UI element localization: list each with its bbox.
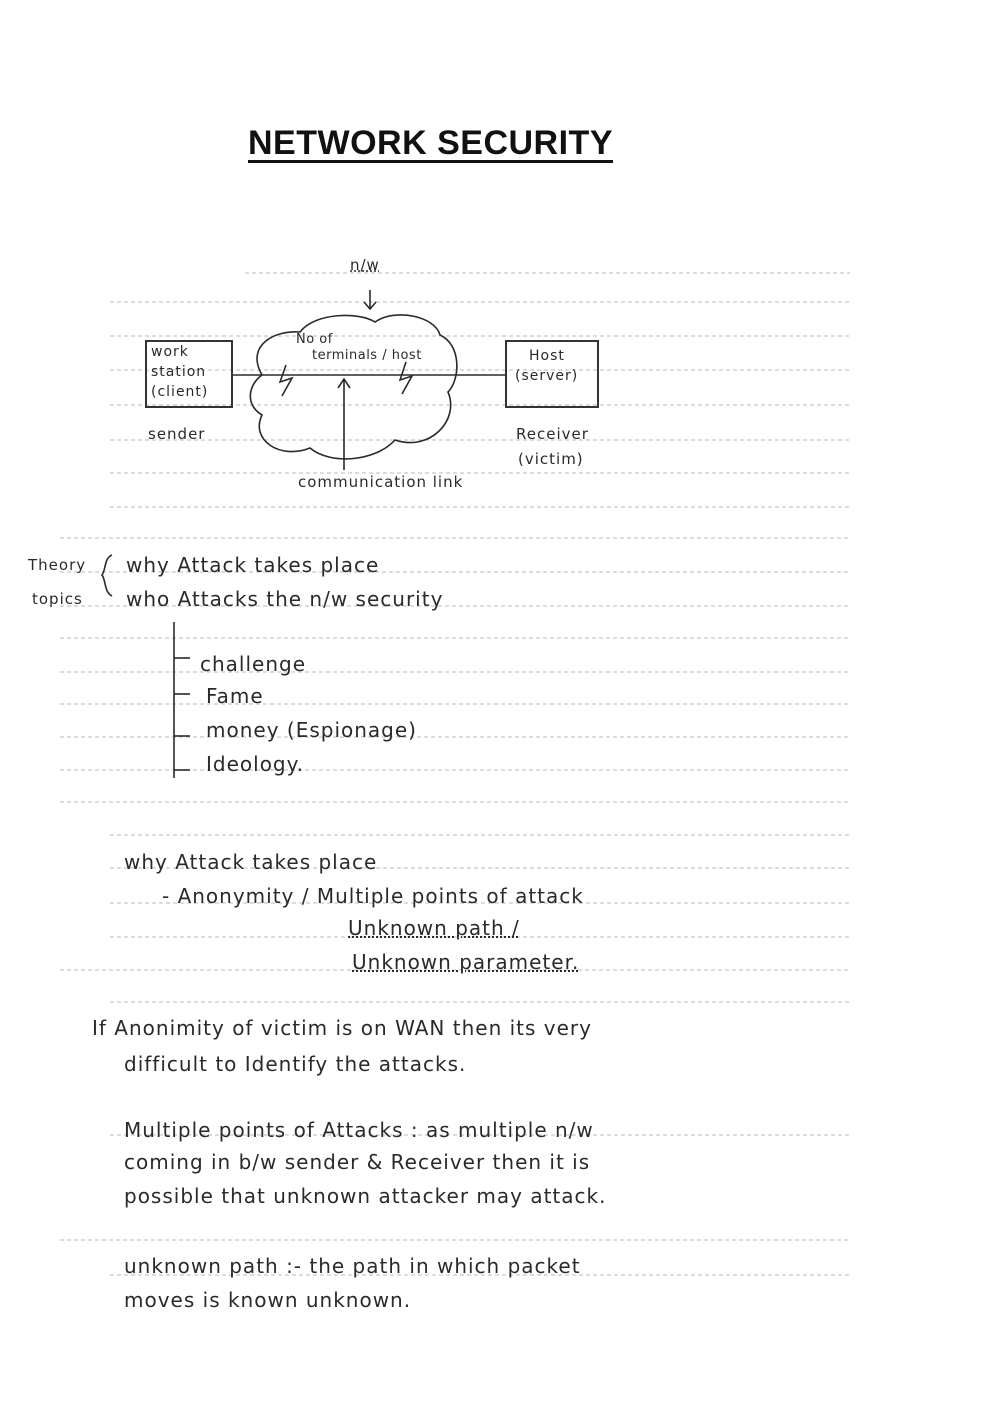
theory-item: who Attacks the n/w security bbox=[126, 587, 444, 611]
cloud-label-line1: No of bbox=[296, 332, 333, 347]
reason-item: Fame bbox=[206, 684, 264, 708]
multiple-points-paragraph-line: possible that unknown attacker may attack. bbox=[124, 1184, 607, 1208]
reason-item: Ideology. bbox=[206, 752, 304, 776]
reason-item: challenge bbox=[200, 652, 307, 676]
anonymity-paragraph-line: difficult to Identify the attacks. bbox=[124, 1052, 467, 1076]
client-box-line: work bbox=[151, 344, 189, 360]
network-label: n/w bbox=[350, 256, 380, 274]
unknown-path-paragraph-line: moves is known unknown. bbox=[124, 1288, 412, 1312]
why-line: Unknown parameter. bbox=[352, 950, 580, 974]
cloud-label-line2: terminals / host bbox=[312, 348, 422, 363]
client-box-line: (client) bbox=[151, 384, 209, 400]
receiver-label: Receiver bbox=[516, 425, 589, 443]
unknown-path-paragraph-line: unknown path :- the path in which packet bbox=[124, 1254, 581, 1278]
server-box bbox=[505, 340, 599, 408]
multiple-points-paragraph-line: Multiple points of Attacks : as multiple n/w bbox=[124, 1118, 594, 1142]
anonymity-paragraph-line: If Anonimity of victim is on WAN then its very bbox=[92, 1016, 592, 1040]
server-box-line: Host bbox=[529, 348, 565, 364]
client-box-line: station bbox=[151, 364, 207, 380]
reason-item: money (Espionage) bbox=[206, 718, 417, 742]
theory-heading-line1: Theory bbox=[28, 556, 87, 574]
why-heading: why Attack takes place bbox=[124, 850, 378, 874]
theory-heading-line2: topics bbox=[32, 590, 83, 608]
sender-label: sender bbox=[148, 425, 206, 443]
multiple-points-paragraph-line: coming in b/w sender & Receiver then it is bbox=[124, 1150, 591, 1174]
theory-item: why Attack takes place bbox=[126, 553, 380, 577]
why-line: Unknown path / bbox=[348, 916, 520, 940]
client-box bbox=[145, 340, 233, 408]
why-line: - Anonymity / Multiple points of attack bbox=[162, 884, 584, 908]
communication-link-label: communication link bbox=[298, 473, 464, 491]
server-box-line: (server) bbox=[515, 368, 579, 384]
page-title: NETWORK SECURITY bbox=[248, 124, 613, 162]
victim-label: (victim) bbox=[518, 450, 584, 468]
